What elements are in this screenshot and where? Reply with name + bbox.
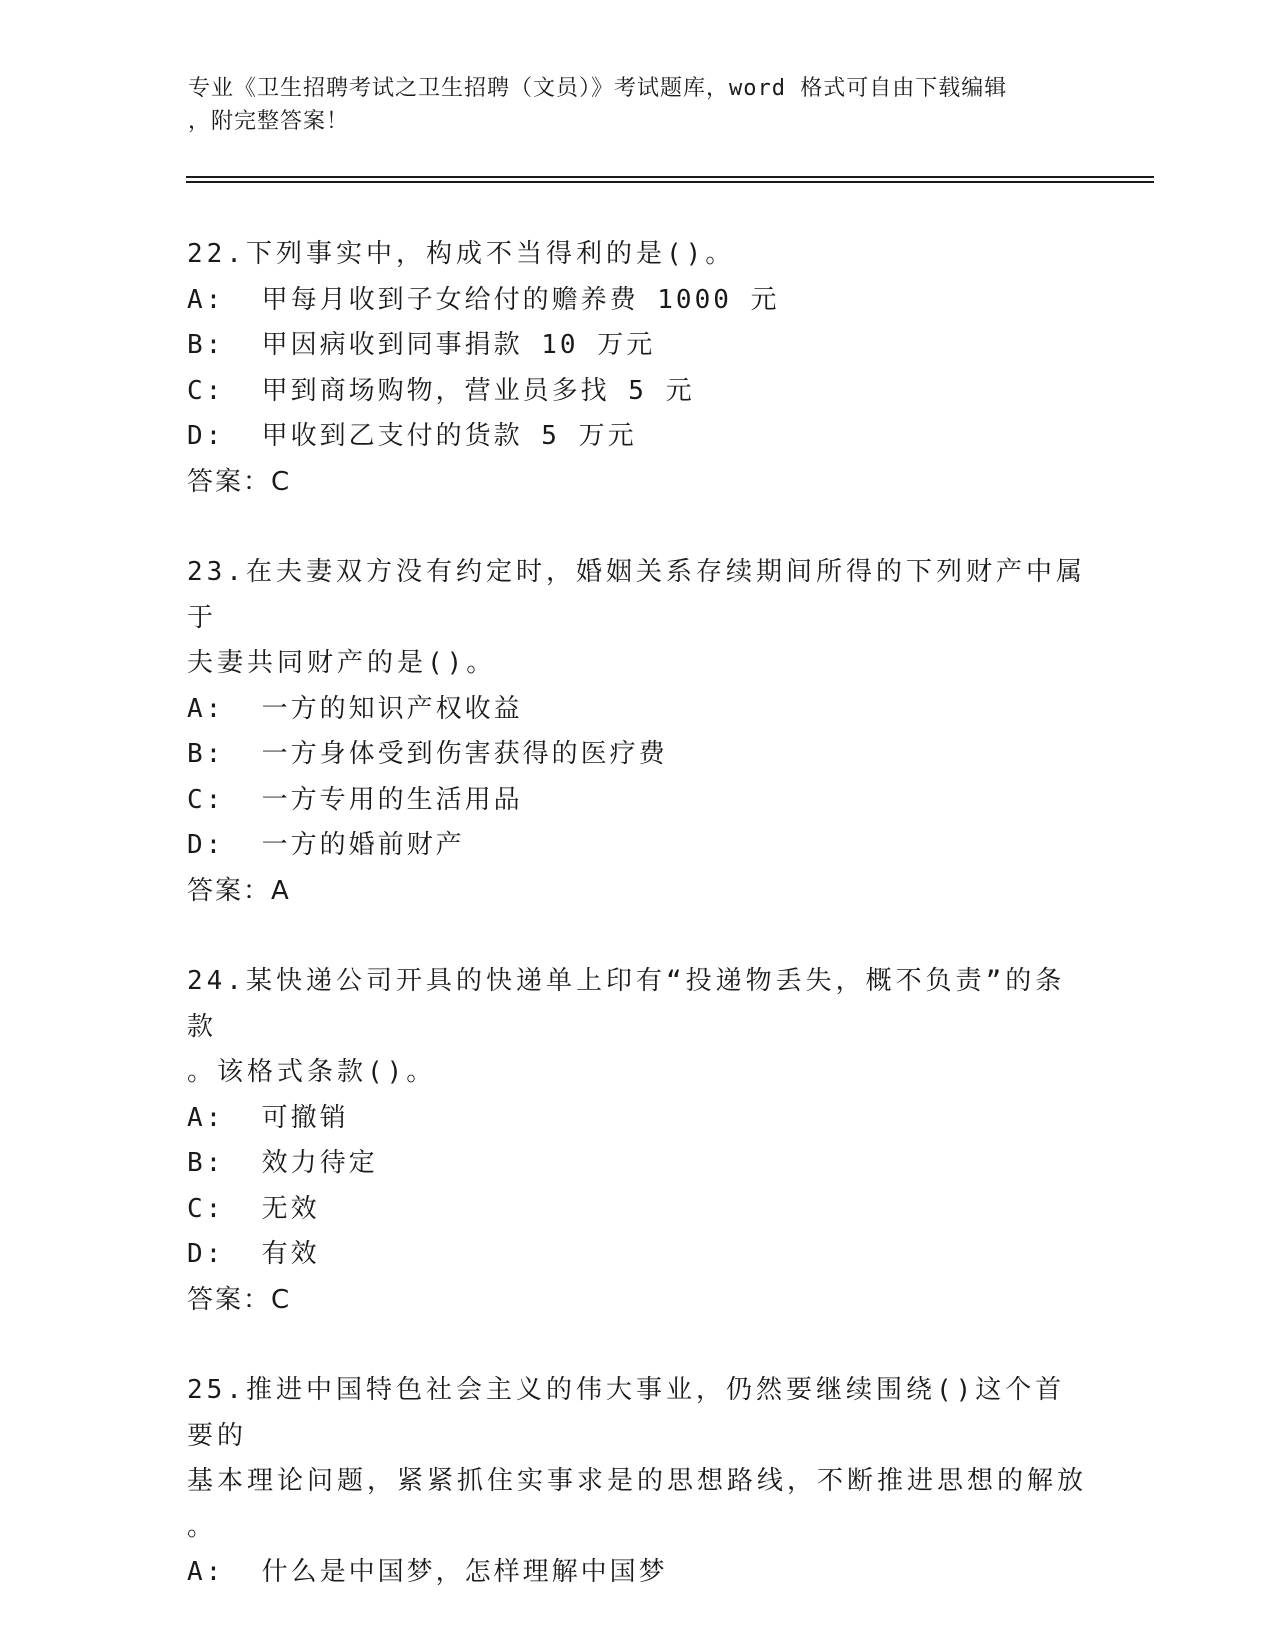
question-text: 23.在夫妻双方没有约定时，婚姻关系存续期间所得的下列财产中属于	[187, 557, 1086, 633]
answer: 答案：C	[187, 1284, 292, 1315]
option-b: B: 甲因病收到同事捐款 10 万元	[187, 330, 656, 360]
answer: 答案：C	[187, 466, 292, 497]
question-text: 24.某快递公司开具的快递单上印有“投递物丢失，概不负责”的条款	[187, 966, 1066, 1042]
question-text: 。该格式条款()。	[187, 1057, 437, 1087]
question-text: 22.下列事实中，构成不当得利的是()。	[187, 239, 736, 269]
option-a: A: 什么是中国梦，怎样理解中国梦	[187, 1557, 668, 1587]
option-c: C: 一方专用的生活用品	[187, 784, 523, 815]
option-a: A: 可撤销	[187, 1102, 349, 1133]
header-line: ，附完整答案！	[188, 109, 350, 134]
option-d: D: 有效	[187, 1239, 320, 1269]
option-a: A: 一方的知识产权收益	[187, 693, 523, 724]
question-text: 基本理论问题，紧紧抓住实事求是的思想路线，不断推进思想的解放	[187, 1466, 1088, 1496]
question-25	[187, 1368, 1087, 1596]
option-c: C: 无效	[187, 1193, 320, 1224]
option-a: A: 甲每月收到子女给付的赡养费 1000 元	[187, 284, 780, 315]
question-23	[187, 550, 1087, 914]
question-list	[187, 232, 1087, 1641]
document-header	[188, 72, 1088, 138]
question-text: 25.推进中国特色社会主义的伟大事业，仍然要继续围绕()这个首要的	[187, 1375, 1066, 1451]
option-d: D: 甲收到乙支付的货款 5 万元	[187, 421, 637, 451]
question-text: 。	[187, 1511, 218, 1542]
answer: 答案：A	[187, 875, 291, 906]
option-d: D: 一方的婚前财产	[187, 830, 465, 860]
header-divider-top	[186, 176, 1154, 178]
option-b: B: 一方身体受到伤害获得的医疗费	[187, 739, 668, 769]
option-b: B: 效力待定	[187, 1148, 378, 1178]
option-c: C: 甲到商场购物，营业员多找 5 元	[187, 375, 695, 406]
question-24	[187, 959, 1087, 1323]
header-divider-bottom	[186, 181, 1154, 183]
header-line: 专业《卫生招聘考试之卫生招聘（文员）》考试题库，word 格式可自由下载编辑	[188, 76, 1008, 101]
question-text: 夫妻共同财产的是()。	[187, 648, 497, 678]
question-22	[187, 232, 1087, 505]
